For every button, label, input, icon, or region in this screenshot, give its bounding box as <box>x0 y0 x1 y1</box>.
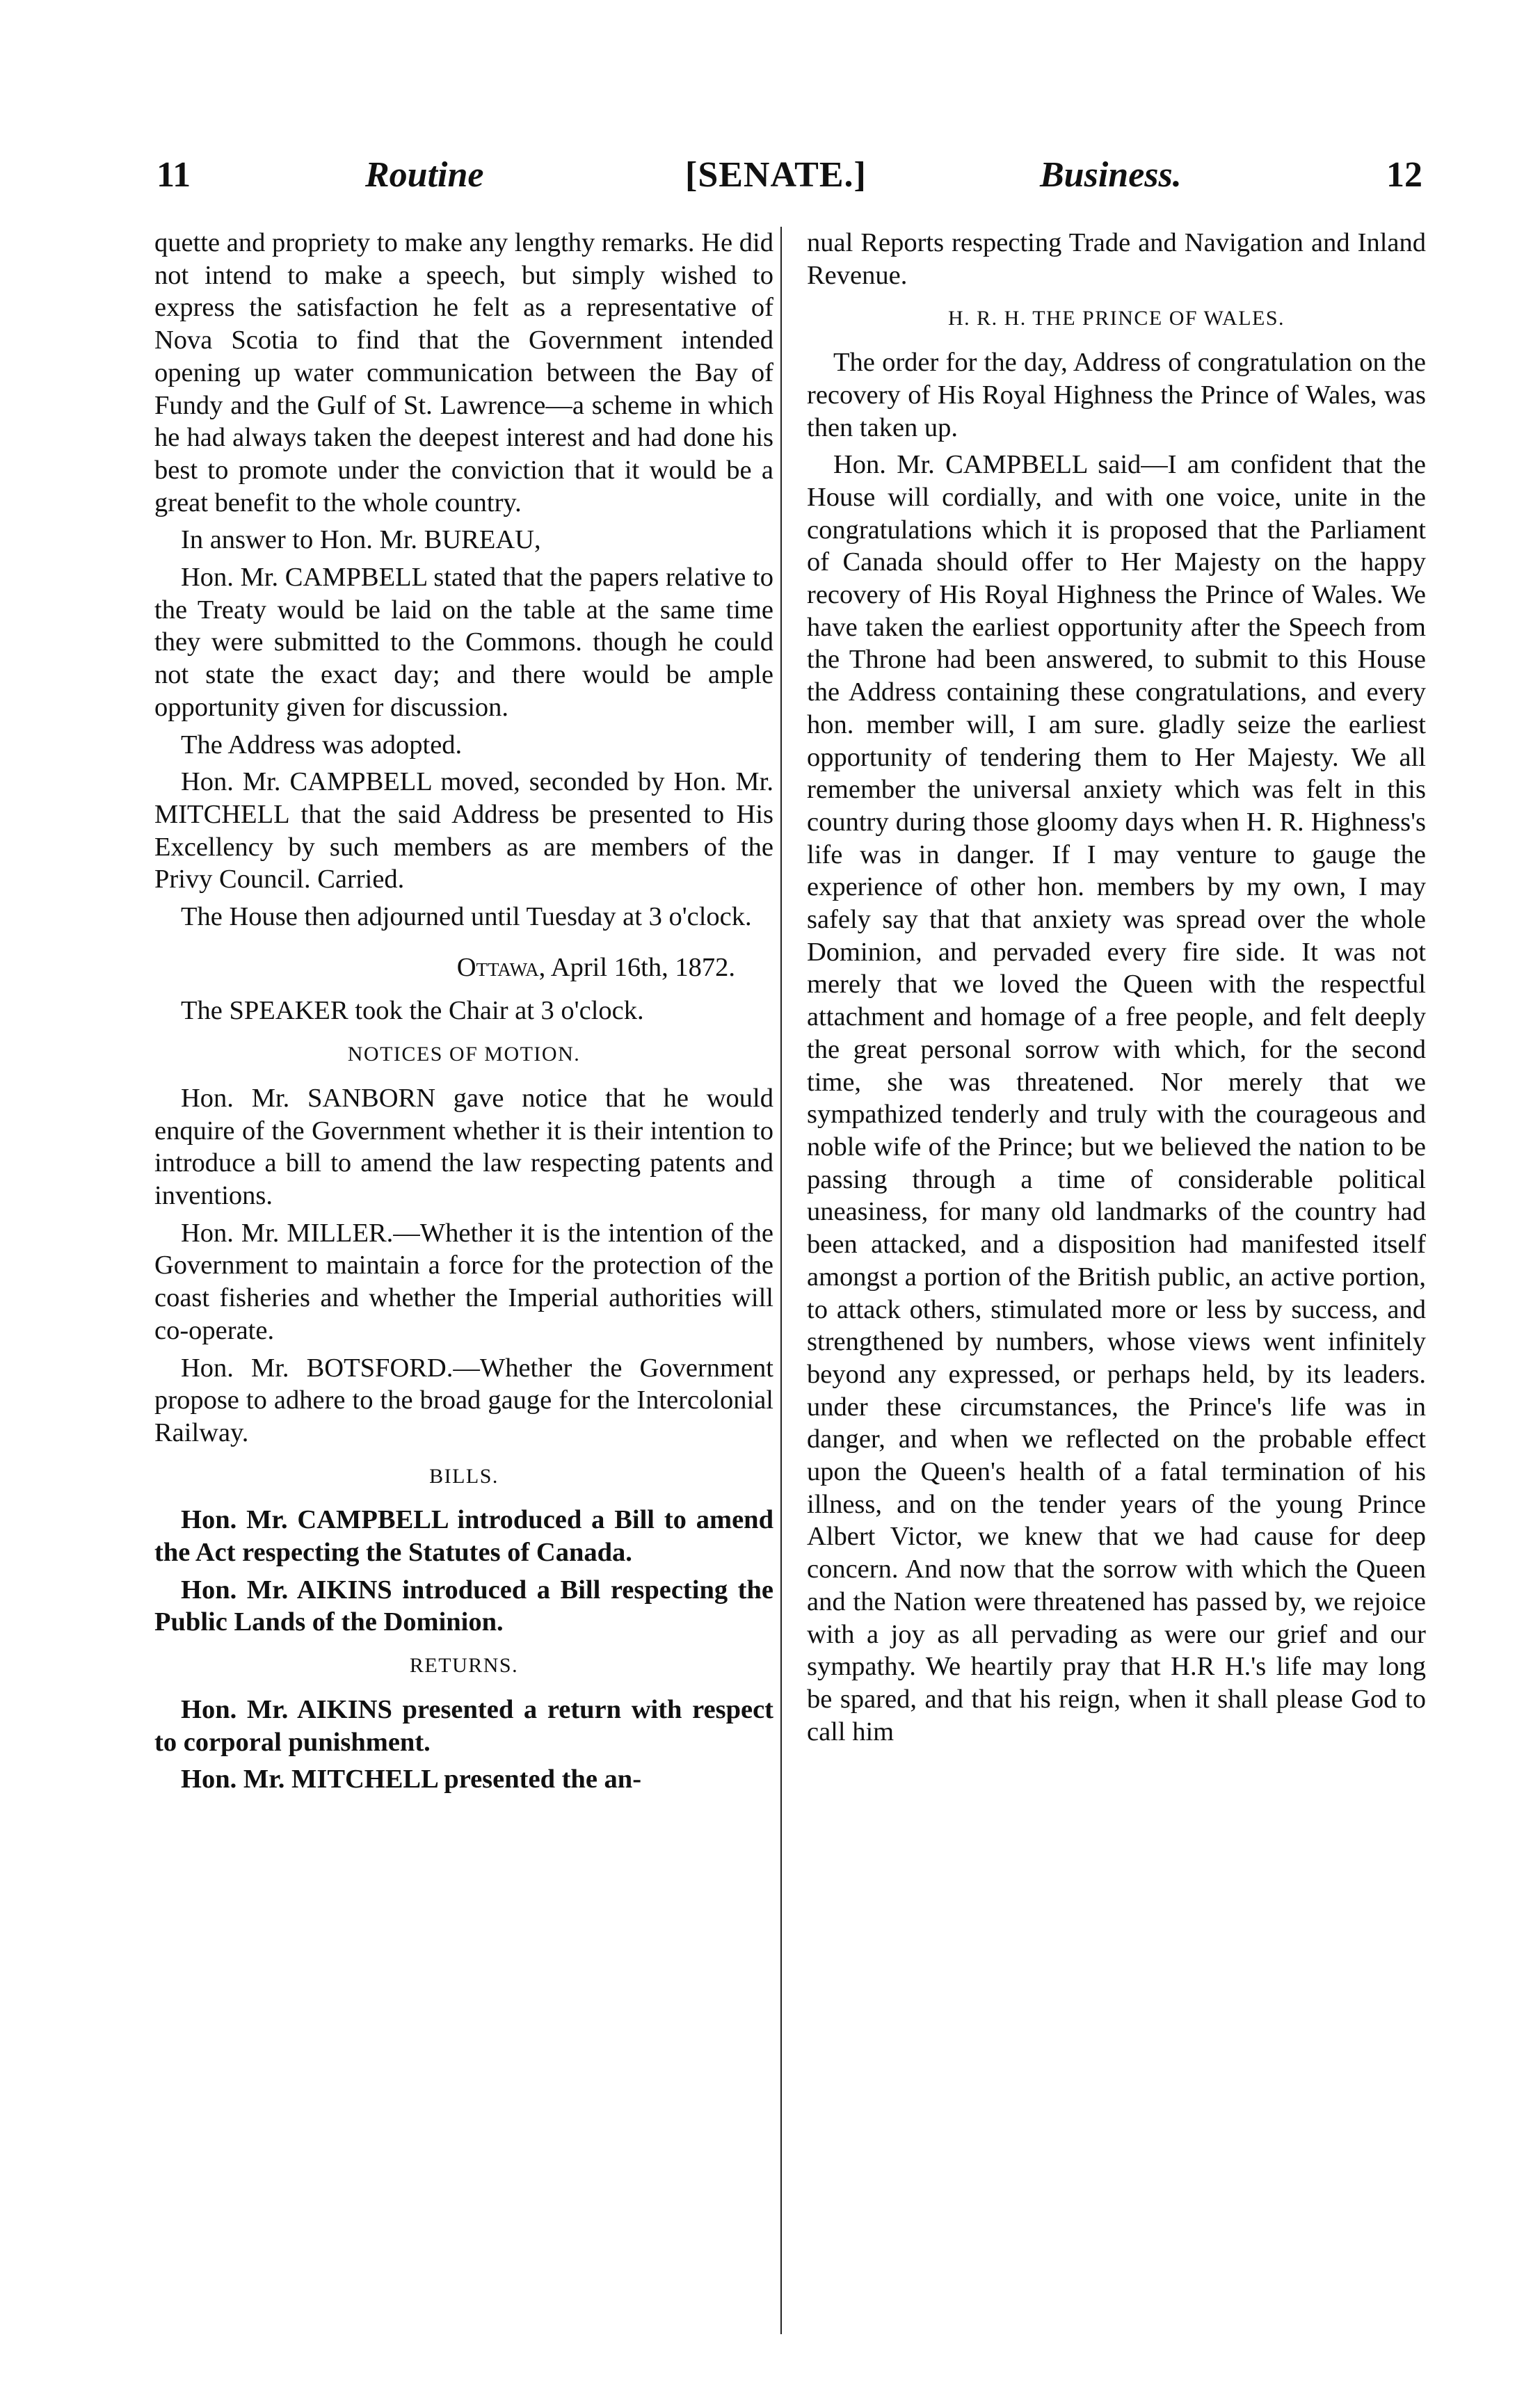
paragraph: The House then adjourned until Tuesday at 3 o'clock. <box>181 902 752 932</box>
paragraph: Hon. Mr. MITCHELL presented the an- <box>181 1765 642 1794</box>
right-column <box>807 227 1426 1753</box>
paragraph: The order for the day, Address of congratulation on the recovery of His Royal Highness the Prince of Wales, was then taken up. <box>807 348 1426 442</box>
page-header <box>157 147 1422 203</box>
paragraph: nual Reports respecting Trade and Navigation and Inland Revenue. <box>807 228 1426 290</box>
section-heading-notices: NOTICES OF MOTION. <box>347 1043 581 1066</box>
paragraph: Hon. Mr. CAMPBELL moved, seconded by Hon. Mr. MITCHELL that the said Address be presented to His Excellency by such members as are members of the Privy Council. Carried. <box>154 767 773 894</box>
running-title-left: Routine <box>365 155 484 195</box>
paragraph: Hon. Mr. MILLER.—Whether it is the intention of the Government to maintain a force for the protection of the coast fisheries and whether the Imperial authorities will co-operate. <box>154 1218 773 1345</box>
section-heading-bills: BILLS. <box>429 1464 499 1488</box>
dateline <box>154 951 735 984</box>
section-heading-returns: RETURNS. <box>409 1654 519 1678</box>
paragraph: In answer to Hon. Mr. BUREAU, <box>181 525 541 555</box>
paragraph: Hon. Mr. SANBORN gave notice that he would enquire of the Government whether it is their intention to introduce a bill to amend the law respecting patents and inventions. <box>154 1083 773 1210</box>
paragraph: Hon. Mr. AIKINS presented a return with respect to corporal punishment. <box>154 1694 773 1757</box>
left-column <box>154 227 773 1801</box>
paragraph: Hon. Mr. BOTSFORD.—Whether the Government propose to adhere to the broad gauge for the Intercolonial Railway. <box>154 1353 773 1447</box>
dateline-city: Ottawa, <box>456 952 546 982</box>
page-number-left: 11 <box>157 155 191 195</box>
paragraph: quette and propriety to make any lengthy remarks. He did not intend to make a speech, but simply wished to express the satisfaction he felt as a representative of Nova Scotia to find that the Government intended opening up water communication between the Bay of Fundy and the Gulf of St. Lawrence—a scheme in which he had always taken the deepest interest and had done his best to promote under the conviction that it would be a great benefit to the whole country. <box>154 228 773 517</box>
paragraph: Hon. Mr. CAMPBELL said—I am confident that the House will cordially, and with one voice, unite in the congratulations which it is proposed that the Parliament of Canada should offer to Her Majesty on the happy recovery of His Royal Highness the Prince of Wales. We have taken the earliest opportunity after the Speech from the Throne had been answered, to submit to this House the Address containing these congratulations, and every hon. member will, I am sure. gladly seize the earliest opportunity of tendering them to Her Majesty. We all remember the universal anxiety which was felt in this country during those gloomy days when H. R. Highness's life was in danger. If I may venture to gauge the experience of other hon. members by my own, I may safely say that that anxiety was spread over the whole Dominion, and pervaded every fire side. It was not merely that we loved the Queen with the respectful attachment and homage of a free people, and felt deeply the great personal sorrow with which, for the second time, she was threatened. Nor merely that we sympathized tenderly and truly with the courageous and noble wife of the Prince; but we believed the nation to be passing through a time of considerable political uneasiness, for many old landmarks of the country had been attacked, and a disposition had manifested itself amongst a portion of the British public, an active portion, to attack others, stimulated more or less by success, and strengthened by numbers, whose views went infinitely beyond any expressed, or perhaps held, by its leaders. under these circumstances, the Prince's life was in danger, and when we reflected on the probable effect upon the Queen's health of a fatal termination of his illness, and on the tender years of the young Prince Albert Victor, we knew that we had cause for deep concern. And now that the sorrow with which the Queen and the Nation were threatened has passed by, we rejoice with a joy as all pervading as were our grief and our sympathy. We heartily pray that H.R H.'s life may long be spared, and that his reign, when it shall please God to call him <box>807 450 1426 1746</box>
dateline-date: April 16th, 1872. <box>550 952 735 982</box>
running-title-center: [SENATE.] <box>685 155 867 195</box>
page-number-right: 12 <box>1386 155 1422 195</box>
paragraph: Hon. Mr. CAMPBELL introduced a Bill to amend the Act respecting the Statutes of Canada. <box>154 1505 773 1568</box>
paragraph: The Address was adopted. <box>181 730 463 760</box>
paragraph: Hon. Mr. AIKINS introduced a Bill respecting the Public Lands of the Dominion. <box>154 1575 773 1637</box>
running-title-right: Business. <box>1040 155 1182 195</box>
paragraph: Hon. Mr. CAMPBELL stated that the papers relative to the Treaty would be laid on the table at the same time they were submitted to the Commons. though he could not state the exact day; and there would be ample opportunity given for discussion. <box>154 563 773 722</box>
column-divider <box>780 227 782 2334</box>
paragraph: The SPEAKER took the Chair at 3 o'clock. <box>181 996 644 1026</box>
section-heading-prince: H. R. H. THE PRINCE OF WALES. <box>947 307 1285 330</box>
